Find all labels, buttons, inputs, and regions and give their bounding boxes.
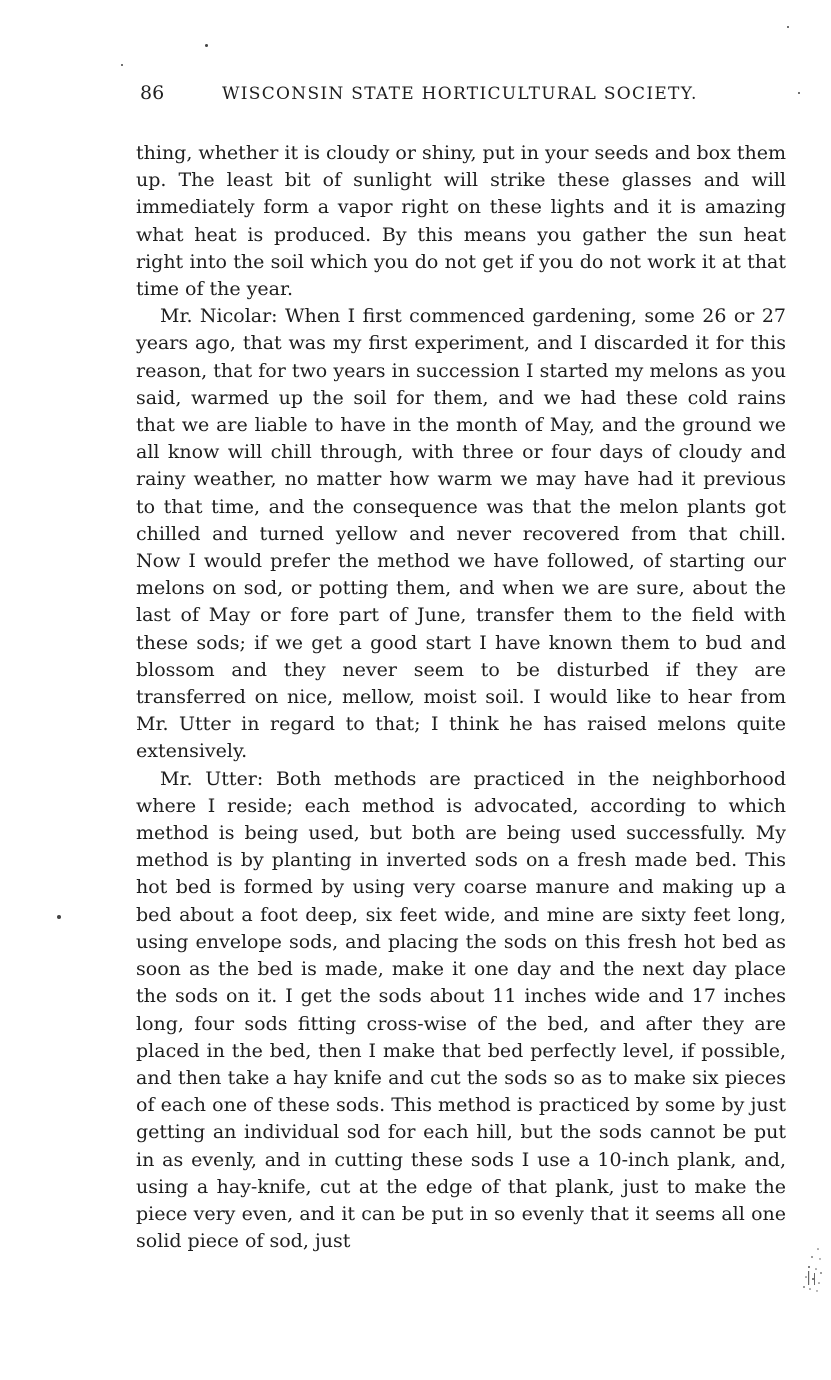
print-speck: [121, 64, 123, 66]
body-text: [136, 140, 786, 1255]
paragraph-nicolar: Mr. Nicolar: When I first commenced gardening, some 26 or 27 years ago, that was my first experiment, and I discarded it for this reason, that for two years in succession I started my melons as you said, warmed up the soil for them, and we had these cold rains that we are liable to have in the month of May, and the ground we all know will chill through, with three or four days of cloudy and rainy weather, no matter how warm we may have had it previous to that time, and the consequence was that the melon plants got chilled and turned yellow and never recovered from that chill. Now I would prefer the method we have followed, of starting our melons on sod, or potting them, and when we are sure, about the last of May or fore part of June, transfer them to the field with these sods; if we get a good start I have known them to bud and blossom and they never seem to be disturbed if they are transferred on nice, mellow, moist soil. I would like to hear from Mr. Utter in regard to that; I think he has raised melons quite extensively.: [136, 305, 786, 763]
print-speck: [787, 26, 789, 28]
print-speck: [205, 44, 208, 47]
paragraph-utter: Mr. Utter: Both methods are practiced in the neighborhood where I reside; each method is advocated, according to which method is being used, but both are being used successfully. My method is by planting in inverted sods on a fresh made bed. This hot bed is formed by using very coarse manure and making up a bed about a foot deep, six feet wide, and mine are sixty feet long, using envelope sods, and placing the sods on this fresh hot bed as soon as the bed is made, make it one day and the next day place the sods on it. I get the sods about 11 inches wide and 17 inches long, four sods fitting cross-wise of the bed, and after they are placed in the bed, then I make that bed perfectly level, if possible, and then take a hay knife and cut the sods so as to make six pieces of each one of these sods. This method is practiced by some by just getting an individual sod for each hill, but the sods cannot be put in as evenly, and in cutting these sods I use a 10-inch plank, and, using a hay-knife, cut at the edge of that plank, just to make the piece very even, and it can be put in so evenly that it seems all one solid piece of sod, just: [136, 767, 786, 1253]
running-head: WISCONSIN STATE HORTICULTURAL SOCIETY.: [222, 84, 698, 104]
page-number: 86: [140, 82, 165, 104]
paragraph-continuation: thing, whether it is cloudy or shiny, put in your seeds and box them up. The least bit of sunlight will strike these glasses and will immediately form a vapor right on these lights and it is amazing what heat is produced. By this means you gather the sun heat right into the soil which you do not get if you do not work it at that time of the year.: [136, 142, 786, 301]
print-speck: [57, 915, 61, 919]
print-speck: [798, 92, 800, 94]
page-edge-noise: [800, 1245, 824, 1293]
page-header: [140, 80, 715, 114]
